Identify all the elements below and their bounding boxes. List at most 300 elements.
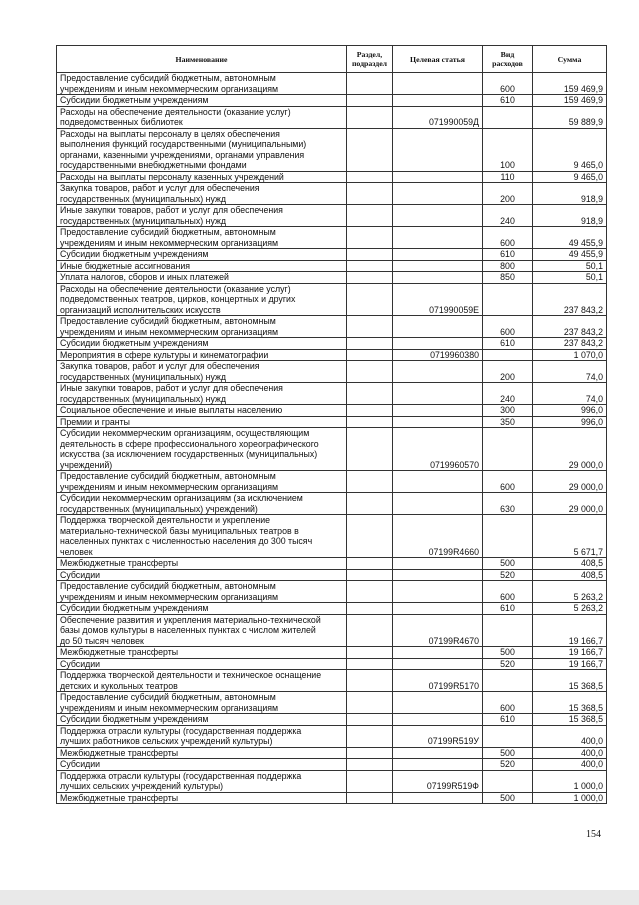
row-target-cell <box>393 647 483 659</box>
row-name-line: учреждениям и иным некоммерческим организациям <box>60 237 279 248</box>
row-vid-cell <box>483 106 533 128</box>
row-sum-cell: 159 469,9 <box>533 95 607 107</box>
row-name-cell <box>57 283 347 316</box>
row-vid-cell: 520 <box>483 658 533 670</box>
row-sum-cell: 50,1 <box>533 272 607 284</box>
row-section-cell <box>347 338 393 350</box>
row-section-cell <box>347 416 393 428</box>
row-name-line: Поддержка творческой деятельности и укрепление <box>60 515 271 525</box>
row-vid-cell: 610 <box>483 603 533 615</box>
row-section-cell <box>347 770 393 792</box>
row-sum-cell: 74,0 <box>533 383 607 405</box>
row-name-cell <box>57 171 347 183</box>
row-vid-cell <box>483 349 533 361</box>
row-section-cell <box>347 792 393 804</box>
row-name-line: Иные бюджетные ассигнования <box>60 260 191 271</box>
row-target-cell <box>393 692 483 714</box>
row-name-cell <box>57 183 347 205</box>
table-row <box>57 249 607 261</box>
row-name-cell <box>57 361 347 383</box>
row-target-cell <box>393 171 483 183</box>
row-name-line: Обеспечение развития и укрепления материально-технической <box>60 614 321 625</box>
row-name-line: Межбюджетные трансферты <box>60 792 179 803</box>
row-vid-cell <box>483 725 533 747</box>
row-target-cell: 0719960380 <box>393 349 483 361</box>
row-name-cell <box>57 569 347 581</box>
row-section-cell <box>347 73 393 95</box>
row-section-cell <box>347 569 393 581</box>
row-vid-cell <box>483 515 533 558</box>
row-name-cell <box>57 405 347 417</box>
row-name-cell <box>57 471 347 493</box>
row-name-cell <box>57 249 347 261</box>
row-sum-cell: 15 368,5 <box>533 670 607 692</box>
row-name-line: Межбюджетные трансферты <box>60 747 179 758</box>
row-vid-cell: 600 <box>483 316 533 338</box>
row-sum-cell: 996,0 <box>533 416 607 428</box>
row-section-cell <box>347 272 393 284</box>
row-sum-cell: 1 000,0 <box>533 770 607 792</box>
row-name-cell <box>57 383 347 405</box>
table-row <box>57 558 607 570</box>
row-vid-cell: 240 <box>483 205 533 227</box>
row-name-line: государственных (муниципальных) нужд <box>60 393 227 404</box>
row-section-cell <box>347 128 393 171</box>
row-section-cell <box>347 581 393 603</box>
row-sum-cell: 1 070,0 <box>533 349 607 361</box>
column-header-target: Целевая статья <box>393 46 483 73</box>
table-row <box>57 747 607 759</box>
row-name-line: Предоставление субсидий бюджетным, автономным <box>60 227 276 237</box>
table-row <box>57 471 607 493</box>
row-sum-cell: 159 469,9 <box>533 73 607 95</box>
row-target-cell <box>393 558 483 570</box>
row-section-cell <box>347 283 393 316</box>
row-target-cell <box>393 205 483 227</box>
row-name-cell <box>57 272 347 284</box>
table-row <box>57 581 607 603</box>
table-row <box>57 73 607 95</box>
row-target-cell <box>393 493 483 515</box>
row-section-cell <box>347 95 393 107</box>
row-name-line: выполнения функций государственными (муниципальными) <box>60 139 307 149</box>
row-target-cell <box>393 759 483 771</box>
row-name-line: Мероприятия в сфере культуры и кинематографии <box>60 349 269 360</box>
row-name-cell <box>57 428 347 471</box>
row-name-cell <box>57 349 347 361</box>
row-name-line: государственных (муниципальных) учреждений) <box>60 503 258 514</box>
row-name-line: органами, казенными учреждениями, органами управления <box>60 149 305 160</box>
budget-table <box>56 45 607 804</box>
row-name-line: искусства (за исключением государственных (муниципальных) <box>60 449 318 459</box>
row-sum-cell: 1 000,0 <box>533 792 607 804</box>
row-name-line: Социальное обеспечение и иные выплаты населению <box>60 405 283 415</box>
table-row <box>57 759 607 771</box>
row-sum-cell: 237 843,2 <box>533 316 607 338</box>
row-name-line: Расходы на обеспечение деятельности (оказание услуг) <box>60 106 291 117</box>
column-header-section: Раздел, подраздел <box>347 46 393 73</box>
table-row <box>57 647 607 659</box>
row-target-cell <box>393 792 483 804</box>
row-name-line: Уплата налогов, сборов и иных платежей <box>60 272 229 282</box>
row-name-line: организаций исполнительских искусств <box>60 304 221 315</box>
table-row <box>57 792 607 804</box>
table-row <box>57 260 607 272</box>
row-vid-cell <box>483 770 533 792</box>
row-name-line: Субсидии бюджетным учреждениям <box>60 95 209 105</box>
row-section-cell <box>347 759 393 771</box>
row-section-cell <box>347 383 393 405</box>
row-name-cell <box>57 647 347 659</box>
row-name-cell <box>57 260 347 272</box>
row-target-cell: 07199R4660 <box>393 515 483 558</box>
row-section-cell <box>347 249 393 261</box>
row-name-line: Поддержка отрасли культуры (государственная поддержка <box>60 725 302 736</box>
table-row <box>57 714 607 726</box>
row-name-cell <box>57 603 347 615</box>
row-name-line: Расходы на выплаты персоналу казенных учреждений <box>60 171 284 182</box>
column-header-vid: Вид расходов <box>483 46 533 73</box>
row-name-line: до 50 тысяч человек <box>60 635 144 646</box>
row-name-line: Субсидии <box>60 658 101 669</box>
row-name-cell <box>57 770 347 792</box>
row-target-cell: 07199R519У <box>393 725 483 747</box>
row-name-line: деятельность в сфере профессионального хореографического <box>60 438 319 449</box>
row-name-line: Закупка товаров, работ и услуг для обеспечения <box>60 183 260 193</box>
row-vid-cell: 630 <box>483 493 533 515</box>
row-section-cell <box>347 493 393 515</box>
row-name-cell <box>57 714 347 726</box>
row-name-line: Расходы на выплаты персоналу в целях обеспечения <box>60 128 280 139</box>
row-name-cell <box>57 106 347 128</box>
row-section-cell <box>347 361 393 383</box>
row-target-cell: 0719960570 <box>393 428 483 471</box>
table-row <box>57 272 607 284</box>
row-target-cell <box>393 260 483 272</box>
row-vid-cell: 600 <box>483 471 533 493</box>
table-row <box>57 515 607 558</box>
row-vid-cell <box>483 283 533 316</box>
row-name-cell <box>57 128 347 171</box>
row-vid-cell: 300 <box>483 405 533 417</box>
row-section-cell <box>347 647 393 659</box>
row-target-cell <box>393 383 483 405</box>
row-name-line: Межбюджетные трансферты <box>60 558 179 568</box>
row-name-line: подведомственных театров, цирков, концертных и других <box>60 294 296 304</box>
row-sum-cell: 400,0 <box>533 759 607 771</box>
row-vid-cell: 500 <box>483 747 533 759</box>
row-name-line: Закупка товаров, работ и услуг для обеспечения <box>60 361 260 371</box>
row-target-cell: 071990059Е <box>393 283 483 316</box>
table-row <box>57 338 607 350</box>
row-name-line: человек <box>60 546 93 557</box>
row-sum-cell: 15 368,5 <box>533 692 607 714</box>
row-name-cell <box>57 759 347 771</box>
row-sum-cell: 19 166,7 <box>533 647 607 659</box>
row-name-cell <box>57 670 347 692</box>
table-row <box>57 171 607 183</box>
row-vid-cell: 100 <box>483 128 533 171</box>
row-name-line: населенных пунктах с численностью населения до 300 тысяч <box>60 536 313 546</box>
row-vid-cell: 610 <box>483 249 533 261</box>
row-name-line: Субсидии некоммерческим организациям (за исключением <box>60 493 303 503</box>
row-sum-cell: 9 465,0 <box>533 171 607 183</box>
row-section-cell <box>347 349 393 361</box>
row-section-cell <box>347 316 393 338</box>
row-name-cell <box>57 205 347 227</box>
row-name-cell <box>57 493 347 515</box>
table-row <box>57 692 607 714</box>
table-row <box>57 316 607 338</box>
table-row <box>57 283 607 316</box>
table-row <box>57 428 607 471</box>
table-row <box>57 770 607 792</box>
row-name-cell <box>57 95 347 107</box>
row-vid-cell: 610 <box>483 95 533 107</box>
row-section-cell <box>347 603 393 615</box>
row-target-cell <box>393 471 483 493</box>
table-row <box>57 658 607 670</box>
row-vid-cell: 600 <box>483 73 533 95</box>
row-name-cell <box>57 558 347 570</box>
row-name-line: Предоставление субсидий бюджетным, автономным <box>60 581 276 591</box>
row-target-cell <box>393 338 483 350</box>
row-sum-cell: 19 166,7 <box>533 658 607 670</box>
row-target-cell <box>393 658 483 670</box>
row-name-cell <box>57 73 347 95</box>
row-target-cell: 07199R5170 <box>393 670 483 692</box>
row-sum-cell: 5 671,7 <box>533 515 607 558</box>
row-target-cell <box>393 405 483 417</box>
row-section-cell <box>347 428 393 471</box>
table-row <box>57 383 607 405</box>
row-vid-cell <box>483 428 533 471</box>
row-name-line: государственных (муниципальных) нужд <box>60 215 227 226</box>
row-sum-cell: 918,9 <box>533 183 607 205</box>
row-name-cell <box>57 792 347 804</box>
row-sum-cell: 29 000,0 <box>533 428 607 471</box>
table-row <box>57 416 607 428</box>
row-sum-cell: 408,5 <box>533 569 607 581</box>
row-sum-cell: 15 368,5 <box>533 714 607 726</box>
row-name-line: учреждениям и иным некоммерческим организациям <box>60 702 279 713</box>
table-row <box>57 349 607 361</box>
row-section-cell <box>347 227 393 249</box>
scan-edge-strip <box>0 890 639 905</box>
row-sum-cell: 29 000,0 <box>533 493 607 515</box>
row-section-cell <box>347 558 393 570</box>
row-vid-cell <box>483 614 533 647</box>
row-vid-cell: 800 <box>483 260 533 272</box>
row-name-line: Субсидии некоммерческим организациям, осуществляющим <box>60 428 310 438</box>
row-name-line: Предоставление субсидий бюджетным, автономным <box>60 471 276 481</box>
row-section-cell <box>347 183 393 205</box>
row-name-line: базы домов культуры в населенных пунктах с числом жителей <box>60 625 316 635</box>
row-sum-cell: 400,0 <box>533 725 607 747</box>
row-name-cell <box>57 316 347 338</box>
row-target-cell <box>393 747 483 759</box>
row-name-line: государственными внебюджетными фондами <box>60 160 247 170</box>
row-name-line: Субсидии бюджетным учреждениям <box>60 249 209 259</box>
row-sum-cell: 5 263,2 <box>533 581 607 603</box>
row-name-cell <box>57 515 347 558</box>
row-target-cell <box>393 603 483 615</box>
table-row <box>57 405 607 417</box>
row-sum-cell: 400,0 <box>533 747 607 759</box>
row-vid-cell: 240 <box>483 383 533 405</box>
row-vid-cell: 200 <box>483 183 533 205</box>
row-section-cell <box>347 692 393 714</box>
row-name-cell <box>57 227 347 249</box>
row-target-cell <box>393 581 483 603</box>
row-section-cell <box>347 614 393 647</box>
row-sum-cell: 49 455,9 <box>533 249 607 261</box>
row-vid-cell: 350 <box>483 416 533 428</box>
row-target-cell <box>393 249 483 261</box>
table-row <box>57 128 607 171</box>
row-name-cell <box>57 581 347 603</box>
row-vid-cell: 500 <box>483 792 533 804</box>
row-vid-cell: 600 <box>483 581 533 603</box>
row-target-cell <box>393 183 483 205</box>
row-target-cell: 071990059Д <box>393 106 483 128</box>
row-name-line: Иные закупки товаров, работ и услуг для обеспечения <box>60 383 283 393</box>
row-sum-cell: 9 465,0 <box>533 128 607 171</box>
table-row <box>57 670 607 692</box>
table-row <box>57 725 607 747</box>
row-sum-cell: 59 889,9 <box>533 106 607 128</box>
row-name-cell <box>57 416 347 428</box>
row-name-cell <box>57 338 347 350</box>
row-section-cell <box>347 405 393 417</box>
row-vid-cell <box>483 670 533 692</box>
row-name-line: Межбюджетные трансферты <box>60 647 179 657</box>
row-name-line: Поддержка отрасли культуры (государственная поддержка <box>60 770 302 781</box>
table-row <box>57 361 607 383</box>
row-section-cell <box>347 747 393 759</box>
row-vid-cell: 500 <box>483 647 533 659</box>
row-sum-cell: 918,9 <box>533 205 607 227</box>
table-row <box>57 205 607 227</box>
row-target-cell <box>393 714 483 726</box>
row-name-line: государственных (муниципальных) нужд <box>60 193 227 204</box>
row-name-line: Премии и гранты <box>60 416 130 427</box>
row-target-cell <box>393 316 483 338</box>
row-sum-cell: 5 263,2 <box>533 603 607 615</box>
row-target-cell: 07199R4670 <box>393 614 483 647</box>
row-target-cell <box>393 569 483 581</box>
row-name-line: лучших сельских учреждений культуры) <box>60 781 224 791</box>
row-target-cell <box>393 361 483 383</box>
row-target-cell <box>393 416 483 428</box>
row-name-line: учреждениям и иным некоммерческим организациям <box>60 326 279 337</box>
table-row <box>57 614 607 647</box>
row-target-cell <box>393 128 483 171</box>
row-vid-cell: 610 <box>483 338 533 350</box>
row-name-cell <box>57 692 347 714</box>
row-section-cell <box>347 205 393 227</box>
row-name-line: учреждениям и иным некоммерческим организациям <box>60 481 279 492</box>
column-header-sum: Сумма <box>533 46 607 73</box>
row-name-line: Субсидии бюджетным учреждениям <box>60 338 209 348</box>
row-target-cell <box>393 73 483 95</box>
table-row <box>57 227 607 249</box>
row-name-line: Предоставление субсидий бюджетным, автономным <box>60 316 276 326</box>
table-body <box>57 73 607 804</box>
row-vid-cell: 850 <box>483 272 533 284</box>
row-vid-cell: 520 <box>483 569 533 581</box>
row-name-line: Субсидии <box>60 759 101 769</box>
page-number: 154 <box>586 829 601 840</box>
row-name-line: Предоставление субсидий бюджетным, автономным <box>60 692 276 702</box>
row-name-line: Субсидии <box>60 569 101 580</box>
table-header-row <box>57 46 607 73</box>
row-section-cell <box>347 670 393 692</box>
row-sum-cell: 996,0 <box>533 405 607 417</box>
row-vid-cell: 610 <box>483 714 533 726</box>
row-sum-cell: 19 166,7 <box>533 614 607 647</box>
row-target-cell <box>393 227 483 249</box>
column-header-name: Наименование <box>57 46 347 73</box>
row-name-line: учреждений) <box>60 459 113 470</box>
row-name-line: материально-технической базы муниципальных театров в <box>60 525 299 536</box>
row-section-cell <box>347 471 393 493</box>
row-name-line: Поддержка творческой деятельности и техническое оснащение <box>60 670 322 680</box>
row-sum-cell: 29 000,0 <box>533 471 607 493</box>
table-row <box>57 493 607 515</box>
row-section-cell <box>347 658 393 670</box>
row-name-line: Субсидии бюджетным учреждениям <box>60 603 209 613</box>
row-sum-cell: 74,0 <box>533 361 607 383</box>
row-sum-cell: 49 455,9 <box>533 227 607 249</box>
row-name-line: Расходы на обеспечение деятельности (оказание услуг) <box>60 283 291 294</box>
row-vid-cell: 110 <box>483 171 533 183</box>
row-section-cell <box>347 714 393 726</box>
row-section-cell <box>347 725 393 747</box>
row-name-cell <box>57 658 347 670</box>
table-row <box>57 569 607 581</box>
row-section-cell <box>347 260 393 272</box>
table-row <box>57 106 607 128</box>
row-sum-cell: 408,5 <box>533 558 607 570</box>
table-row <box>57 95 607 107</box>
row-name-line: подведомственных библиотек <box>60 117 183 127</box>
row-vid-cell: 500 <box>483 558 533 570</box>
row-name-line: лучших работников сельских учреждений культуры) <box>60 736 273 746</box>
row-name-line: Предоставление субсидий бюджетным, автономным <box>60 73 276 83</box>
row-name-line: Иные закупки товаров, работ и услуг для обеспечения <box>60 205 283 215</box>
row-name-cell <box>57 747 347 759</box>
row-target-cell: 07199R519Ф <box>393 770 483 792</box>
row-sum-cell: 237 843,2 <box>533 338 607 350</box>
row-section-cell <box>347 106 393 128</box>
row-name-line: учреждениям и иным некоммерческим организациям <box>60 83 279 94</box>
table-row <box>57 603 607 615</box>
row-vid-cell: 520 <box>483 759 533 771</box>
row-name-line: государственных (муниципальных) нужд <box>60 371 227 382</box>
table-row <box>57 183 607 205</box>
row-sum-cell: 237 843,2 <box>533 283 607 316</box>
row-target-cell <box>393 95 483 107</box>
row-name-line: Субсидии бюджетным учреждениям <box>60 714 209 724</box>
row-vid-cell: 600 <box>483 227 533 249</box>
row-section-cell <box>347 171 393 183</box>
row-section-cell <box>347 515 393 558</box>
row-name-line: детских и кукольных театров <box>60 680 178 691</box>
row-vid-cell: 200 <box>483 361 533 383</box>
row-name-cell <box>57 725 347 747</box>
row-vid-cell: 600 <box>483 692 533 714</box>
